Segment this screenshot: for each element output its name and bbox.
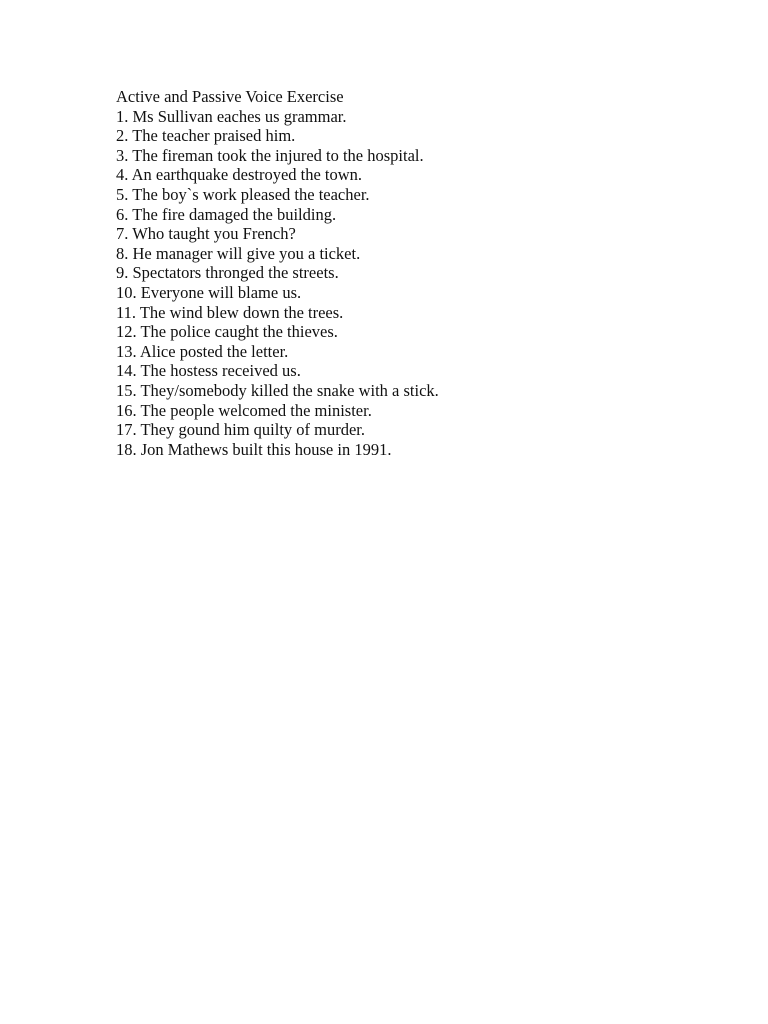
list-item: 12. The police caught the thieves. bbox=[116, 322, 338, 342]
list-item: 6. The fire damaged the building. bbox=[116, 204, 337, 224]
list-item: 9. Spectators thronged the streets. bbox=[116, 263, 339, 283]
list-item: 5. The boy`s work pleased the teacher. bbox=[116, 184, 370, 204]
list-item: 11. The wind blew down the trees. bbox=[116, 302, 344, 322]
list-item: 2. The teacher praised him. bbox=[116, 126, 296, 146]
list-item: 3. The fireman took the injured to the hospital. bbox=[116, 145, 424, 165]
list-item: 15. They/somebody killed the snake with a stick. bbox=[116, 380, 439, 400]
list-item: 8. He manager will give you a ticket. bbox=[116, 243, 361, 263]
exercise-list bbox=[116, 107, 716, 460]
list-item: 13. Alice posted the letter. bbox=[116, 341, 289, 361]
list-item: 1. Ms Sullivan eaches us grammar. bbox=[116, 106, 347, 126]
list-item: 17. They gound him quilty of murder. bbox=[116, 420, 366, 440]
list-item: 4. An earthquake destroyed the town. bbox=[116, 165, 363, 185]
list-item: 16. The people welcomed the minister. bbox=[116, 400, 372, 420]
document-body bbox=[116, 87, 716, 459]
page-title: Active and Passive Voice Exercise bbox=[116, 87, 344, 106]
list-item: 18. Jon Mathews built this house in 1991. bbox=[116, 439, 392, 459]
list-item: 10. Everyone will blame us. bbox=[116, 282, 302, 302]
list-item: 7. Who taught you French? bbox=[116, 224, 296, 244]
list-item: 14. The hostess received us. bbox=[116, 361, 301, 381]
